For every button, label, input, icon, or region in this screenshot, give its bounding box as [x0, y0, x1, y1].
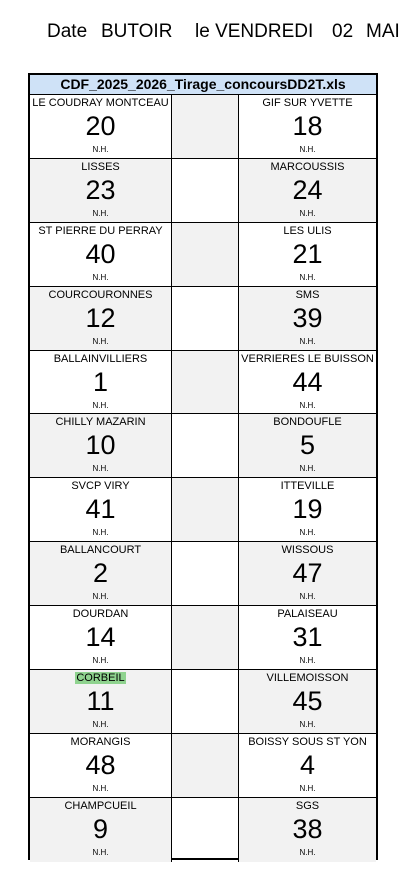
home-team-name — [30, 672, 171, 684]
away-team-nh-label: N.H. — [299, 400, 316, 410]
matchup-row — [30, 95, 376, 159]
home-team-name: DOURDAN — [72, 608, 129, 621]
home-team-nh-label: N.H. — [92, 656, 109, 666]
home-team-number: 23 — [85, 174, 116, 205]
home-team-nh-label: N.H. — [92, 208, 109, 218]
home-team-name: BALLAINVILLIERS — [53, 352, 148, 365]
matchup-row — [30, 606, 376, 670]
matchup-rows — [30, 95, 376, 862]
matchup-row — [30, 414, 376, 478]
away-team-cell — [239, 670, 376, 733]
home-team-nh-label: N.H. — [92, 272, 109, 282]
home-team-number: 1 — [92, 366, 109, 397]
matchup-row — [30, 478, 376, 542]
away-team-cell — [239, 351, 376, 414]
header-word-day: le VENDREDI — [195, 21, 314, 42]
away-team-name: SGS — [295, 799, 320, 812]
home-team-nh-label: N.H. — [92, 528, 109, 538]
away-team-cell — [239, 223, 376, 286]
away-team-cell — [239, 798, 376, 862]
away-team-cell — [239, 159, 376, 222]
home-team-cell — [30, 542, 171, 605]
matchup-row — [30, 159, 376, 223]
home-team-name: ST PIERRE DU PERRAY — [38, 224, 163, 237]
matchup-row — [30, 223, 376, 287]
separator-cell — [171, 734, 239, 797]
home-team-cell — [30, 734, 171, 797]
header-word-butoir: BUTOIR — [101, 21, 173, 42]
home-team-name: CHILLY MAZARIN — [55, 416, 146, 429]
separator-cell — [171, 478, 239, 541]
home-team-cell — [30, 798, 171, 862]
away-team-cell — [239, 734, 376, 797]
home-team-name: LE COUDRAY MONTCEAU — [32, 97, 169, 109]
away-team-number: 18 — [292, 111, 323, 141]
home-team-cell — [30, 414, 171, 477]
home-team-cell — [30, 159, 171, 222]
away-team-number: 38 — [292, 813, 323, 844]
away-team-name: GIF SUR YVETTE — [262, 97, 353, 109]
separator-cell — [171, 606, 239, 669]
away-team-nh-label: N.H. — [299, 656, 316, 666]
separator-cell — [171, 542, 239, 605]
home-team-number: 48 — [85, 749, 116, 780]
home-team-nh-label: N.H. — [92, 592, 109, 602]
away-team-cell — [239, 478, 376, 541]
home-team-nh-label: N.H. — [92, 720, 109, 730]
away-team-cell — [239, 287, 376, 350]
separator-cell — [171, 159, 239, 222]
away-team-number: 5 — [299, 430, 316, 461]
away-team-number: 47 — [292, 558, 323, 589]
matchup-row — [30, 542, 376, 606]
home-team-number: 40 — [85, 238, 116, 269]
home-team-name: CHAMPCUEIL — [64, 799, 137, 812]
away-team-number: 19 — [292, 494, 323, 525]
away-team-name: BOISSY SOUS ST YON — [248, 735, 367, 748]
away-team-nh-label: N.H. — [299, 464, 316, 474]
home-team-cell — [30, 351, 171, 414]
away-team-number: 39 — [292, 302, 323, 333]
deadline-header — [0, 18, 418, 46]
matchup-row — [30, 734, 376, 798]
away-team-number: 31 — [292, 622, 323, 653]
away-team-name: VILLEMOISSON — [266, 672, 349, 685]
home-team-nh-label: N.H. — [92, 145, 109, 154]
highlighted-team-name: CORBEIL — [76, 672, 125, 685]
home-team-number: 20 — [85, 111, 116, 141]
separator-cell — [171, 414, 239, 477]
home-team-nh-label: N.H. — [92, 464, 109, 474]
home-team-number: 14 — [85, 622, 116, 653]
away-team-name: SMS — [295, 288, 320, 301]
away-team-nh-label: N.H. — [299, 208, 316, 218]
away-team-number: 45 — [292, 686, 323, 717]
home-team-nh-label: N.H. — [92, 847, 109, 857]
away-team-cell — [239, 95, 376, 158]
away-team-name: VERRIERES LE BUISSON — [241, 352, 374, 365]
away-team-nh-label: N.H. — [299, 592, 316, 602]
home-team-number: 41 — [85, 494, 116, 525]
separator-cell — [171, 670, 239, 733]
away-team-nh-label: N.H. — [299, 272, 316, 282]
away-team-cell — [239, 542, 376, 605]
matchup-row — [30, 798, 376, 862]
away-team-nh-label: N.H. — [299, 720, 316, 730]
home-team-name: COURCOURONNES — [48, 288, 153, 301]
home-team-nh-label: N.H. — [92, 400, 109, 410]
home-team-cell — [30, 606, 171, 669]
header-word-date-number: 02 — [332, 21, 354, 42]
away-team-cell — [239, 606, 376, 669]
away-team-nh-label: N.H. — [299, 847, 316, 857]
home-team-cell — [30, 670, 171, 733]
separator-cell — [171, 95, 239, 158]
draw-sheet — [28, 73, 378, 860]
away-team-name: MARCOUSSIS — [270, 160, 345, 173]
home-team-cell — [30, 95, 171, 158]
matchup-row — [30, 287, 376, 351]
home-team-number: 11 — [86, 686, 115, 717]
away-team-nh-label: N.H. — [299, 783, 316, 793]
away-team-number: 24 — [292, 174, 323, 205]
home-team-number: 2 — [92, 558, 109, 589]
away-team-name: ITTEVILLE — [280, 480, 335, 493]
away-team-name: WISSOUS — [281, 544, 334, 557]
home-team-nh-label: N.H. — [92, 336, 109, 346]
separator-cell — [171, 223, 239, 286]
matchup-row — [30, 351, 376, 415]
separator-cell — [171, 798, 239, 862]
home-team-name: SVCP VIRY — [71, 480, 130, 493]
away-team-cell — [239, 414, 376, 477]
away-team-number: 44 — [292, 366, 323, 397]
home-team-cell — [30, 478, 171, 541]
home-team-cell — [30, 223, 171, 286]
separator-cell — [171, 351, 239, 414]
home-team-cell — [30, 287, 171, 350]
home-team-name: MORANGIS — [70, 735, 131, 748]
away-team-nh-label: N.H. — [299, 336, 316, 346]
header-word-month: MAI — [366, 21, 400, 42]
home-team-number: 12 — [85, 302, 116, 333]
away-team-nh-label: N.H. — [299, 528, 316, 538]
away-team-name: BONDOUFLE — [273, 416, 342, 429]
home-team-name: LISSES — [81, 160, 120, 173]
sheet-title: CDF_2025_2026_Tirage_concoursDD2T.xls — [30, 75, 376, 95]
home-team-nh-label: N.H. — [92, 783, 109, 793]
header-word-date: Date — [47, 21, 88, 42]
away-team-name: LES ULIS — [283, 224, 332, 237]
away-team-name: PALAISEAU — [277, 608, 338, 621]
home-team-name: BALLANCOURT — [59, 544, 142, 557]
away-team-number: 21 — [292, 238, 323, 269]
home-team-number: 9 — [92, 813, 109, 844]
matchup-row — [30, 670, 376, 734]
away-team-nh-label: N.H. — [299, 145, 316, 154]
home-team-number: 10 — [85, 430, 116, 461]
away-team-number: 4 — [299, 749, 316, 780]
separator-cell — [171, 287, 239, 350]
